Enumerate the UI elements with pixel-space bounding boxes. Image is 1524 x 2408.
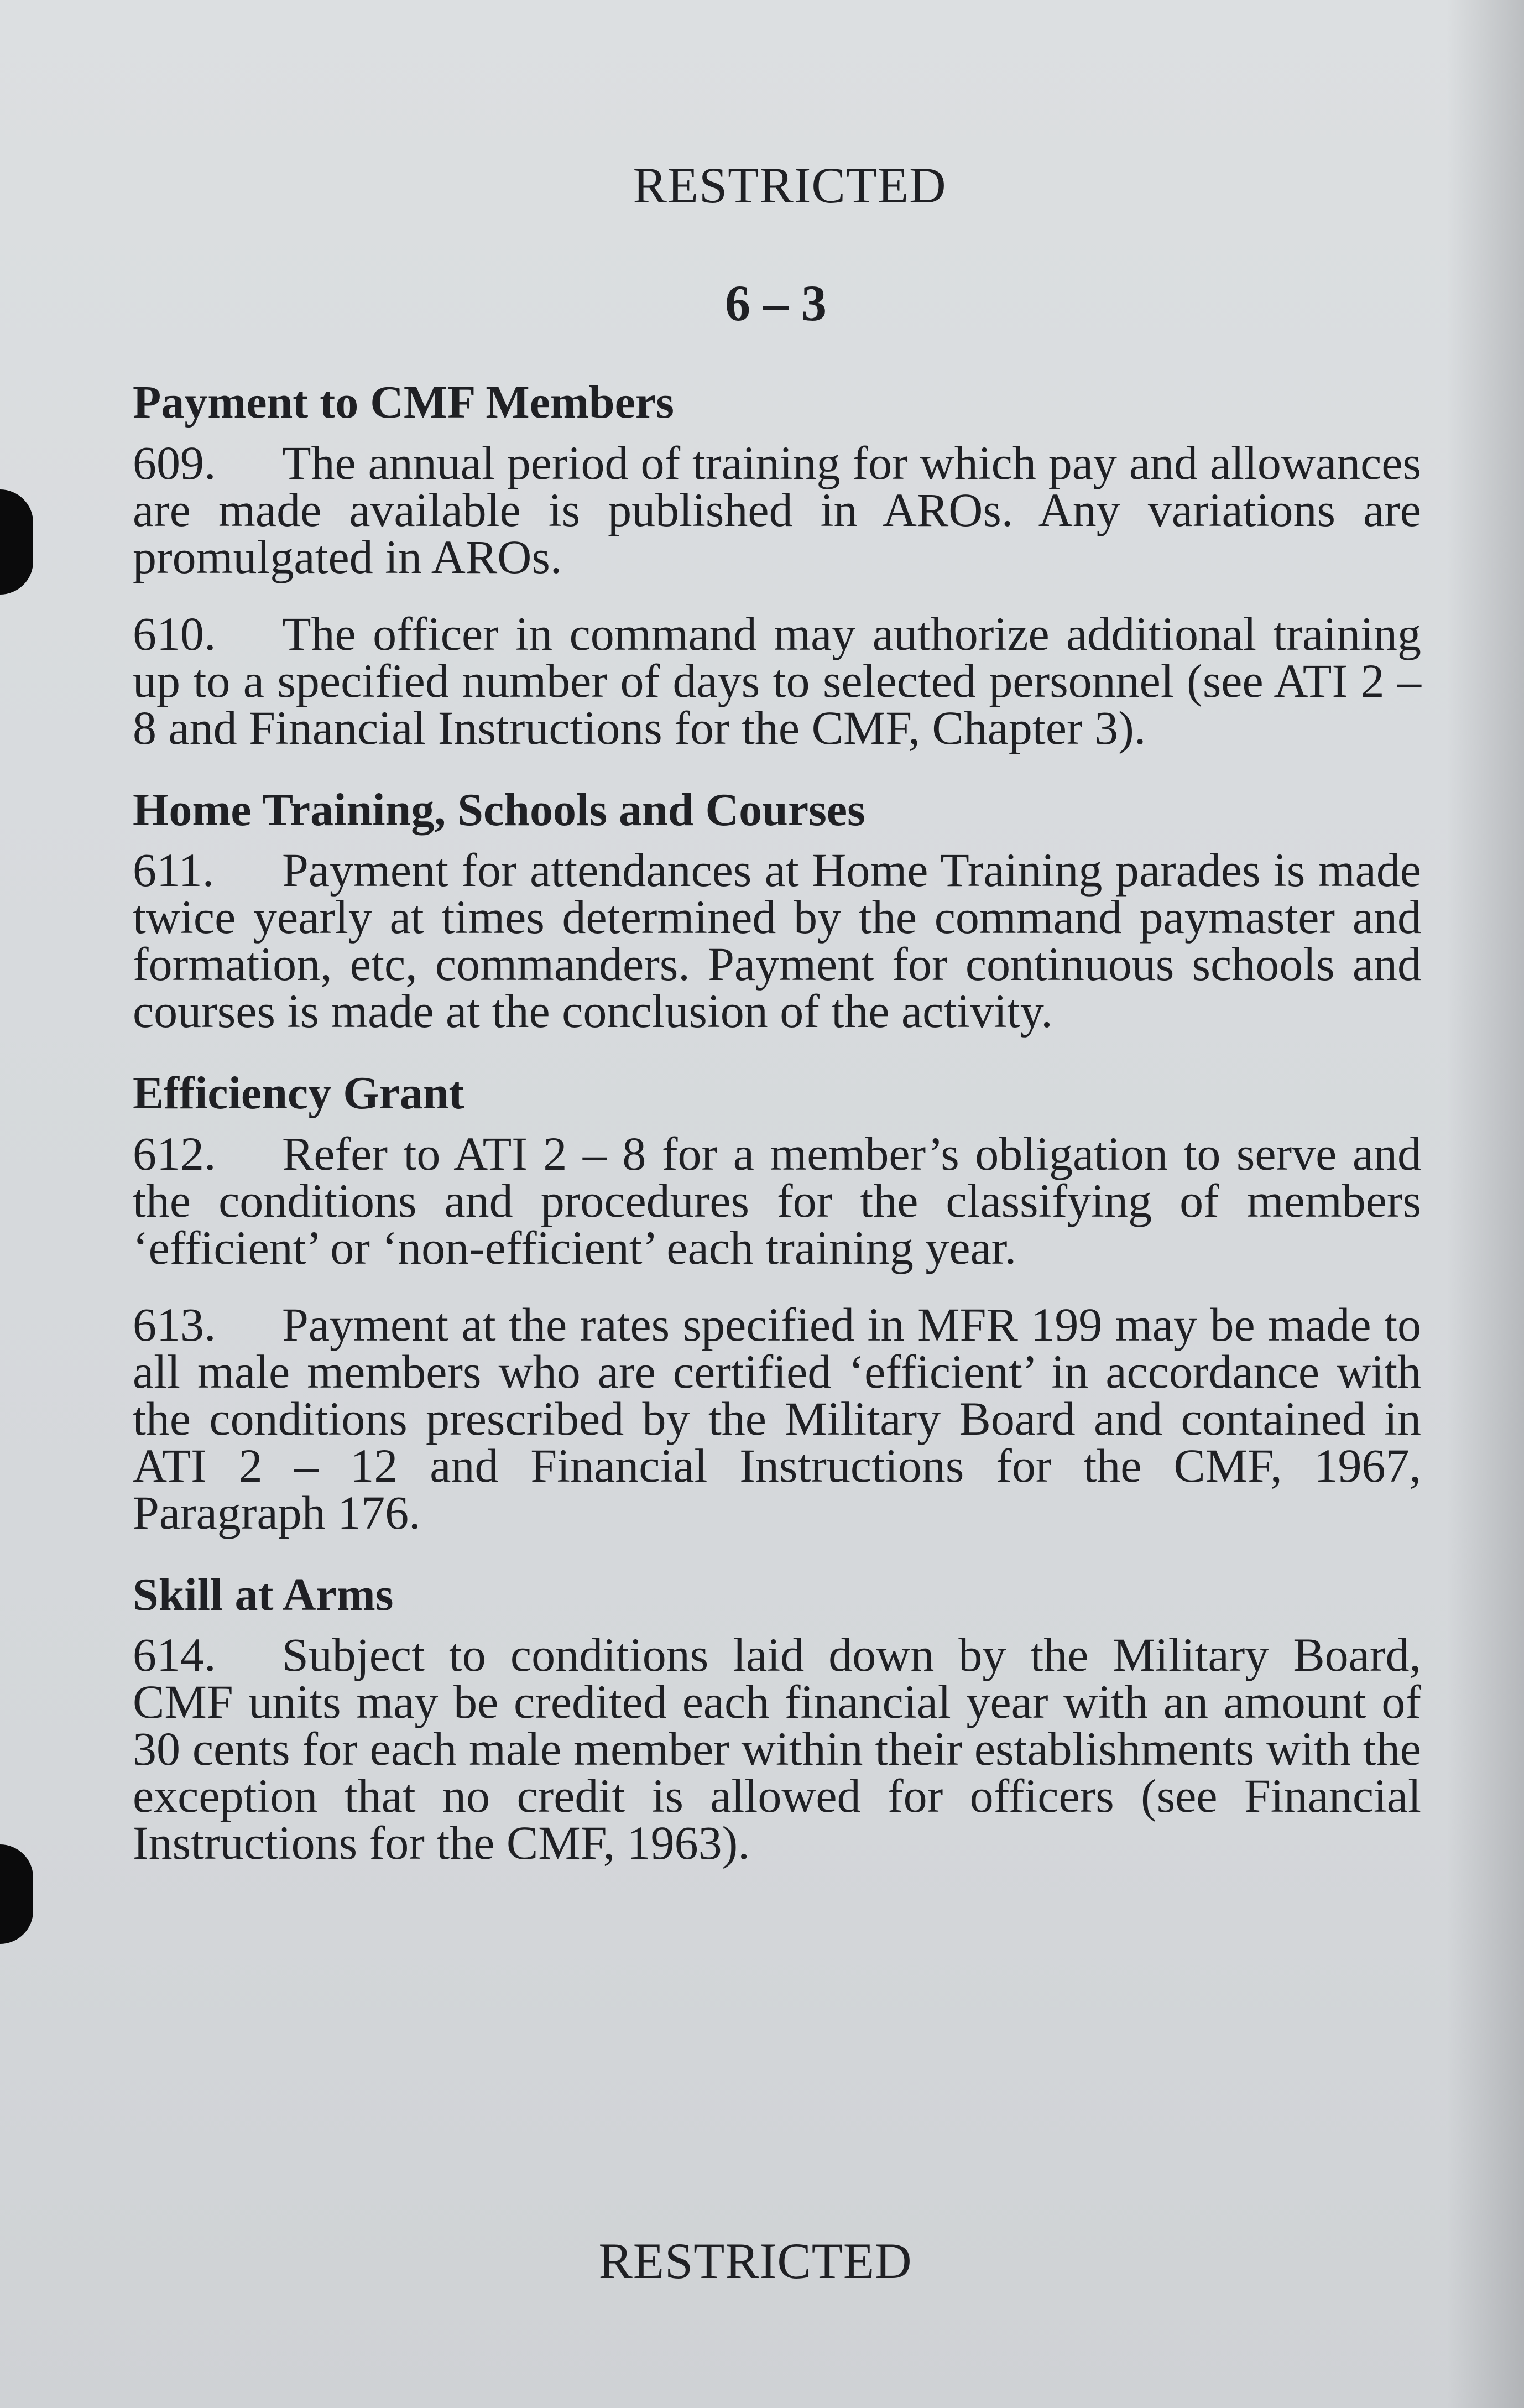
paragraph-number: 614. xyxy=(133,1628,216,1682)
section-efficiency-grant xyxy=(133,1067,1421,1539)
section-heading: Home Training, Schools and Courses xyxy=(133,784,865,836)
paragraph-number: 609. xyxy=(133,436,216,489)
paragraph-610 xyxy=(133,607,1421,754)
section-heading: Efficiency Grant xyxy=(133,1067,464,1119)
section-home-training xyxy=(133,784,1421,1038)
paragraph-text: The annual period of training for which pay and allowances are made available is published in AROs. Any variations are promulgated in AROs. xyxy=(133,436,1421,583)
section-payment-to-cmf-members xyxy=(133,376,1421,752)
paragraph-612 xyxy=(133,1127,1421,1274)
section-heading: Skill at Arms xyxy=(133,1568,394,1620)
paragraph-text: The officer in command may authorize additional training up to a specified number of days to selected personnel (see ATI 2 – 8 and Financial Instructions for the CMF, Chapter 3). xyxy=(133,607,1421,754)
paragraph-614 xyxy=(133,1628,1421,1870)
paragraph-number: 612. xyxy=(133,1127,216,1180)
page-number: 6 – 3 xyxy=(725,275,827,331)
binder-hole xyxy=(0,1844,33,1944)
paragraph-text: Payment for attendances at Home Training parades is made twice yearly at times determined by the command paymaster and formation, etc, commanders. Payment for continuous schools and courses is made at the conclusion of the activity. xyxy=(133,843,1421,1038)
paragraph-609 xyxy=(133,436,1421,583)
paragraph-613 xyxy=(133,1297,1421,1539)
page-body xyxy=(133,376,1421,1899)
section-skill-at-arms xyxy=(133,1568,1421,1870)
footer-classification: RESTRICTED xyxy=(598,2233,912,2289)
section-heading: Payment to CMF Members xyxy=(133,377,674,428)
paragraph-number: 610. xyxy=(133,607,216,660)
paragraph-611 xyxy=(133,843,1421,1038)
paragraph-number: 611. xyxy=(133,843,215,897)
paragraph-text: Payment at the rates specified in MFR 199 may be made to all male members who are certified ‘efficient’ in accordance with the conditions prescribed by the Military Board and contained in ATI 2 – 12 and Financial Instructions for the CMF, 1967, Paragraph 176. xyxy=(133,1297,1421,1539)
paragraph-text: Refer to ATI 2 – 8 for a member’s obligation to serve and the conditions and procedures for the classifying of members ‘efficient’ or ‘non-efficient’ each training year. xyxy=(133,1127,1421,1274)
paragraph-number: 613. xyxy=(133,1297,216,1351)
header-classification: RESTRICTED xyxy=(633,157,947,213)
binder-hole xyxy=(0,489,33,595)
paragraph-text: Subject to conditions laid down by the Military Board, CMF units may be credited each financial year with an amount of 30 cents for each male member within their establishments with the exception that no credit is allowed for officers (see Financial Instructions for the CMF, 1963). xyxy=(133,1628,1421,1870)
